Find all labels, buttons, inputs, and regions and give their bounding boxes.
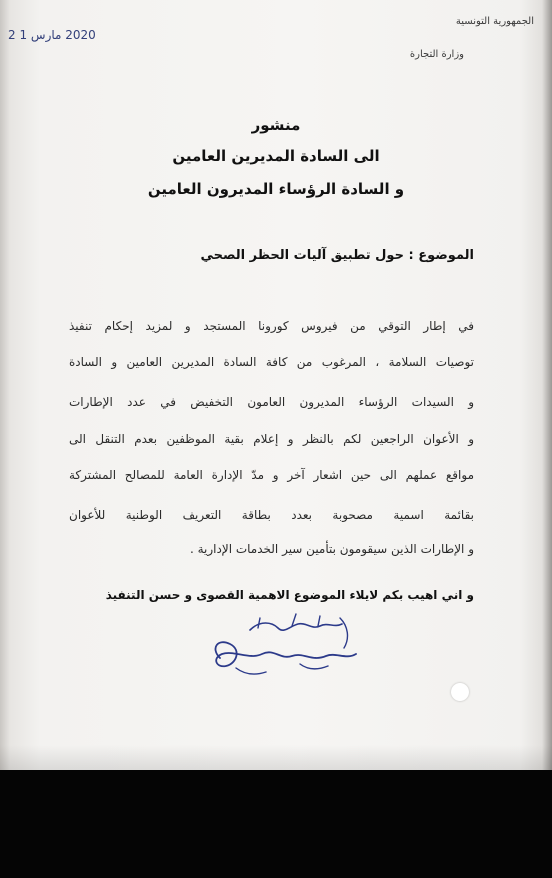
body-paragraph-line: بقائمة اسمية مصحوبة بعدد بطاقة التعريف الوطنية للأعوان [69,508,474,522]
subject-line: الموضوع : حول تطبيق آليات الحظر الصحي [200,248,474,263]
body-paragraph-line: مواقع عملهم الى حين اشعار آخر و مدّ الإدارة العامة للمصالح المشتركة [69,468,474,482]
header-ministry: وزارة التجارة [409,49,464,60]
recipient-line-2: و السادة الرؤساء المديرون العامين [147,180,405,198]
handwritten-signature [200,608,360,688]
page-edge-shadow [0,745,552,770]
body-paragraph-line: و الأعوان الراجعين لكم بالنظر و إعلام بقية الموظفين بعدم التنقل الى [69,432,474,446]
black-bottom-area [0,770,552,878]
body-paragraph-line: توصيات السلامة ، المرغوب من كافة السادة المديرين العامين و السادة [69,355,474,369]
header-country: الجمهورية التونسية [455,16,534,27]
overlay-dot [451,683,469,701]
closing-sentence: و اني اهيب بكم لايلاء الموضوع الاهمية القصوى و حسن التنفيذ [105,588,474,602]
body-paragraph-line: و السيدات الرؤساء المديرون العامون التخفيض في عدد الإطارات [69,395,474,409]
date-stamp: 2020 مارس 1 2 [8,28,96,42]
circular-title: منشور [251,116,301,134]
body-paragraph-line: و الإطارات الذين سيقومون بتأمين سير الخدمات الإدارية . [189,542,474,556]
recipient-line-1: الى السادة المديرين العامين [172,147,380,165]
body-paragraph-line: في إطار التوقي من فيروس كورونا المستجد و لمزيد إحكام تنفيذ [69,319,474,333]
